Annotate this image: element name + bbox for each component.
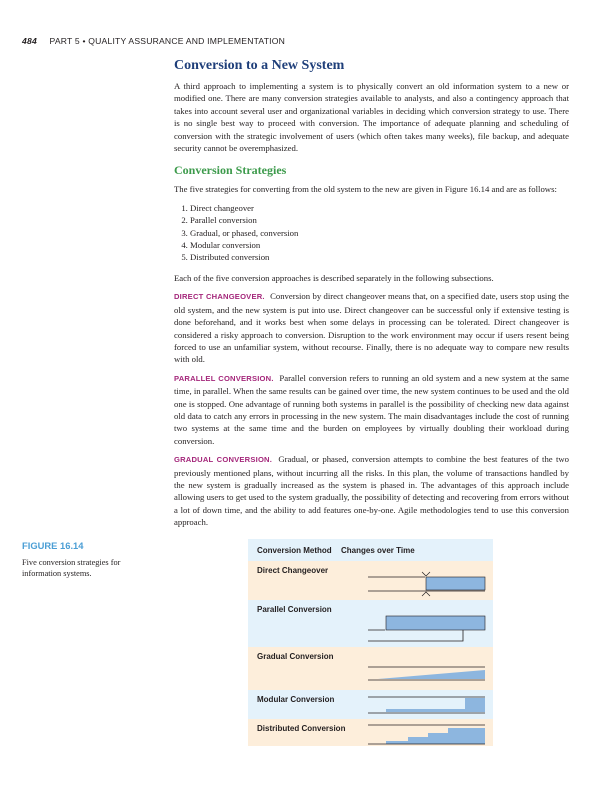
paragraph-text: Gradual, or phased, conversion attempts to combine the best features of the two previously mentioned plans, without incurring all the risks. In this plan, the volume of transactions handled by the new system is gradually increased as the system is phased in. The advantages of this approach include allowing users to get used to the system gradually, the possibility of detecting and recovering from errors without a lot of down time, and the ability to add features one-by-one. Agile methodologies tend to use this conversion approach.	[174, 454, 569, 528]
row-label: Modular Conversion	[257, 695, 335, 704]
row-parallel-conversion	[248, 600, 493, 647]
cutover-marker-top	[422, 572, 430, 576]
row-label: Distributed Conversion	[257, 724, 346, 733]
figure-label: FIGURE 16.14	[22, 540, 84, 551]
figure-header	[248, 539, 493, 561]
row-label: Parallel Conversion	[257, 605, 332, 614]
list-item: 4. Modular conversion	[190, 239, 569, 251]
column-header-changes: Changes over Time	[341, 546, 415, 555]
section-title: Conversion to a New System	[174, 58, 345, 73]
page-number: 484	[22, 36, 37, 46]
direct-changeover-paragraph	[174, 290, 569, 365]
strategy-list	[174, 202, 569, 264]
new-system-bar	[386, 616, 485, 630]
row-direct-changeover	[248, 561, 493, 600]
after-list-paragraph: Each of the five conversion approaches is described separately in the following subsections.	[174, 272, 494, 283]
new-module-strip	[386, 709, 465, 712]
strategies-lead: The five strategies for converting from the old system to the new are given in Figure 16.14 and are as follows:	[174, 184, 557, 195]
cutover-marker-bottom	[422, 592, 430, 596]
paragraph-text: Conversion by direct changeover means that, on a specified date, users stop using the old system, and the new system is put into use. Direct changeover can be successful only if extensive testing is done beforehand, and it works best when some delays in processing can be tolerated. Direct changeover is considered a risky approach to conversion. Disruption to the work environment may occur if users resent being forced to use an unfamiliar system, without recourse. Finally, there is no adequate way to compare new results with old.	[174, 291, 569, 365]
gradual-conversion-diagram	[248, 647, 493, 690]
running-head	[22, 36, 285, 46]
row-label: Direct Changeover	[257, 566, 329, 575]
row-distributed-conversion	[248, 719, 493, 746]
row-modular-conversion	[248, 690, 493, 719]
intro-paragraph: A third approach to implementing a system is to physically convert an old information system to a new or modified one. There are many conversion strategies available to analysts, and also a contingency approach that takes into account several user and organizational variables in deciding which conversion strategy to use. There is no single best way to proceed with conversion. The importance of adequate planning and scheduling of conversion with the strategic involvement of users (which often takes many weeks), file backup, and adequate security cannot be overemphasized.	[174, 81, 569, 154]
runin-heading: PARALLEL CONVERSION.	[174, 373, 274, 383]
list-item: 3. Gradual, or phased, conversion	[190, 227, 569, 239]
runin-heading: GRADUAL CONVERSION.	[174, 455, 273, 465]
direct-changeover-diagram	[248, 561, 493, 600]
parallel-conversion-diagram	[248, 600, 493, 647]
row-gradual-conversion	[248, 647, 493, 690]
figure-caption	[22, 540, 157, 580]
column-header-method: Conversion Method	[257, 546, 332, 555]
figure-caption-text: Five conversion strategies for information systems.	[22, 558, 121, 579]
list-item: 5. Distributed conversion	[190, 251, 569, 263]
conversion-figure	[248, 539, 493, 746]
runin-heading: DIRECT CHANGEOVER.	[174, 292, 265, 302]
list-item: 2. Parallel conversion	[190, 214, 569, 226]
new-system-steps	[386, 728, 485, 744]
row-label: Gradual Conversion	[257, 652, 334, 661]
parallel-conversion-paragraph	[174, 372, 569, 447]
new-system-block	[465, 698, 485, 712]
modular-conversion-diagram	[248, 690, 493, 719]
main-column	[174, 58, 569, 535]
list-item: 1. Direct changeover	[190, 202, 569, 214]
old-system-line	[368, 630, 463, 641]
new-system-bar	[426, 577, 485, 590]
distributed-conversion-diagram	[248, 719, 493, 746]
running-head-title: PART 5 • QUALITY ASSURANCE AND IMPLEMENTATION	[49, 36, 286, 46]
subsection-title: Conversion Strategies	[174, 163, 287, 178]
new-system-wedge	[378, 670, 485, 679]
paragraph-text: Parallel conversion refers to running an old system and a new system at the same time, in parallel. When the same results can be gained over time, the new system continues to be used and the old one is stopped. One advantage of running both systems in parallel is the possibility of checking new data against old data to catch any errors in processing in the new system. The main disadvantages include the cost of running two systems at the same time and the burden on employees by virtually doubling their workload during conversion.	[174, 372, 569, 446]
gradual-conversion-paragraph	[174, 453, 569, 528]
